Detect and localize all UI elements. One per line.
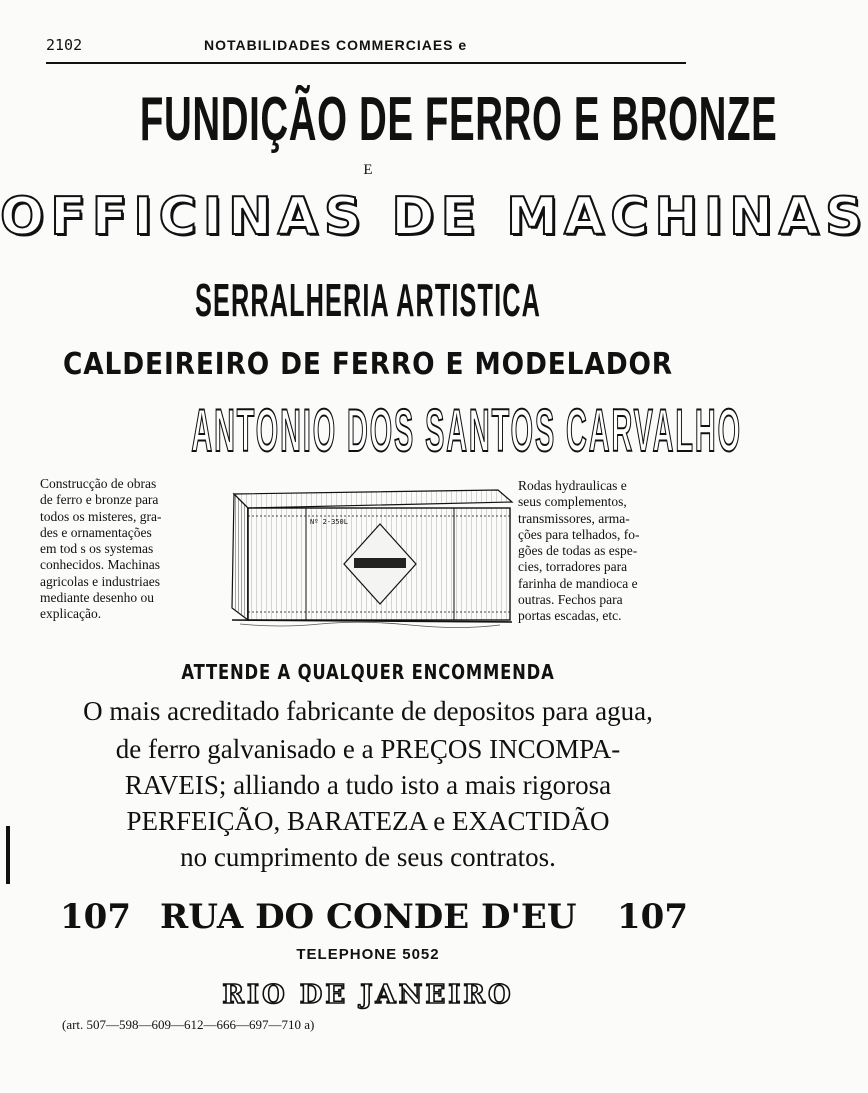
advert-title-workshops: OFFICINAS DE MACHINAS — [0, 187, 868, 247]
left-line: conhecidos. Machinas — [40, 557, 160, 573]
left-line: des e ornamentações — [40, 524, 152, 540]
address-street: RUA DO CONDE D'EU — [160, 897, 577, 937]
left-edge-mark — [6, 826, 10, 884]
city-name: RIO DE JANEIRO — [222, 980, 514, 1010]
attende-heading: ATTENDE A QUALQUER ENCOMMENDA — [181, 660, 555, 684]
right-column-text — [518, 478, 688, 625]
left-line: explicação. — [40, 606, 102, 622]
right-line: outras. Fechos para — [518, 592, 623, 608]
page-number: 2102 — [46, 36, 83, 54]
right-line: cies, torradores para — [518, 559, 628, 575]
street-address — [60, 894, 688, 940]
address-number-left: 107 — [60, 897, 131, 937]
advert-title-boilermaker: CALDEIREIRO DE FERRO E MODELADOR — [62, 347, 674, 382]
advert-title-ironwork: SERRALHERIA ARTISTICA — [195, 274, 541, 326]
body-line: RAVEIS; alliando a tudo isto a mais rigorosa — [124, 770, 612, 800]
left-line: de ferro e bronze para — [40, 492, 159, 508]
right-line: gões de todas as espe- — [518, 543, 638, 559]
advert-proprietor: ANTONIO DOS SANTOS CARVALHO — [191, 397, 742, 464]
page-header — [46, 34, 686, 58]
body-line: PERFEIÇÃO, BARATEZA e EXACTIDÃO — [126, 806, 610, 836]
left-line: agricolas e industriaes — [40, 573, 160, 589]
right-line: portas escadas, etc. — [518, 608, 622, 624]
left-line: Construcção de obras — [40, 476, 157, 491]
water-tank-illustration — [226, 480, 518, 630]
article-footnote: (art. 507—598—609—612—666—697—710 a) — [62, 1017, 315, 1032]
right-line: farinha de mandioca e — [518, 575, 638, 591]
left-column-text — [40, 476, 230, 623]
body-line: O mais acreditado fabricante de depositos para agua, — [83, 696, 653, 726]
right-line: transmissores, arma- — [518, 510, 630, 526]
right-line: seus complementos, — [518, 494, 627, 510]
advert-title-foundry: FUNDIÇÃO DE FERRO E BRONZE — [139, 85, 778, 154]
tank-model-label: Nº 2-350L — [310, 518, 348, 526]
water-tank-engraving — [226, 480, 518, 630]
telephone: TELEPHONE 5052 — [296, 946, 440, 963]
running-title: NOTABILIDADES COMMERCIAES e — [204, 37, 468, 53]
header-rule — [46, 62, 686, 64]
advert-conjunction: E — [363, 162, 373, 178]
left-line: todos os misteres, gra- — [40, 508, 162, 524]
body-line: no cumprimento de seus contratos. — [180, 842, 556, 872]
left-line: mediante desenho ou — [40, 590, 154, 606]
right-line: ções para telhados, fo- — [518, 526, 640, 542]
body-line: de ferro galvanisado e a PREÇOS INCOMPA- — [115, 734, 621, 764]
right-line: Rodas hydraulicas e — [518, 478, 627, 493]
address-number-right: 107 — [617, 897, 688, 937]
left-line: em tod s os systemas — [40, 541, 154, 557]
